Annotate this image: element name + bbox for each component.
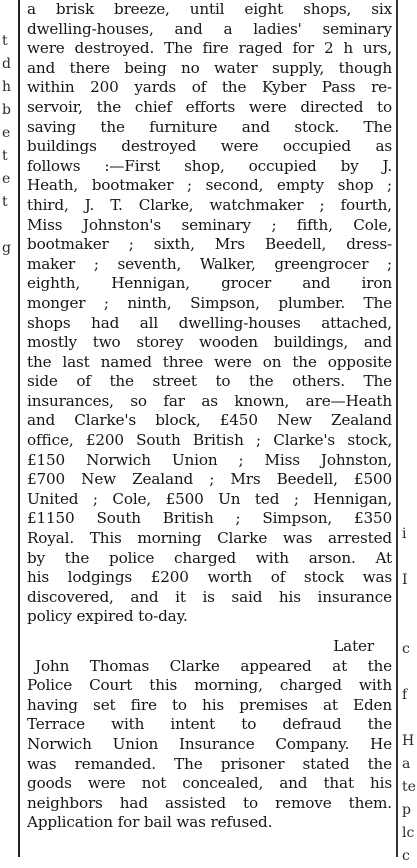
- fragment-glyph: c: [402, 848, 410, 864]
- article-column: [27, 0, 392, 833]
- paragraph-1-line: maker ; seventh, Walker, greengrocer ;: [27, 254, 392, 273]
- paragraph-1-line: office, £200 South British ; Clarke's stock,: [27, 431, 392, 450]
- paragraph-1-line: buildings destroyed were occupied as: [27, 137, 392, 156]
- paragraph-1-line: £150 Norwich Union ; Miss Johnston,: [27, 450, 392, 469]
- later-heading: Later: [333, 637, 374, 655]
- paragraph-2-line: having set fire to his premises at Eden: [27, 695, 392, 714]
- paragraph-1-line: United ; Cole, £500 Un ted ; Hennigan,: [27, 489, 392, 508]
- paragraph-1-line: within 200 yards of the Kyber Pass re-: [27, 78, 392, 97]
- fragment-glyph: H: [402, 733, 415, 749]
- paragraph-1-line: Royal. This morning Clarke was arrested: [27, 529, 392, 548]
- paragraph-1-line: shops had all dwelling-houses attached,: [27, 313, 392, 332]
- fragment-glyph: t: [2, 194, 8, 210]
- paragraph-1-line: monger ; ninth, Simpson, plumber. The: [27, 293, 392, 312]
- fragment-glyph: e: [2, 171, 11, 187]
- paragraph-1-line: discovered, and it is said his insurance: [27, 587, 392, 606]
- paragraph-1-line: dwelling-houses, and a ladies' seminary: [27, 19, 392, 38]
- paragraph-1-line: bootmaker ; sixth, Mrs Beedell, dress-: [27, 235, 392, 254]
- paragraph-1-line: policy expired to-day.: [27, 607, 188, 626]
- paragraph-1-line: and Clarke's block, £450 New Zealand: [27, 411, 392, 430]
- left-column-fragment: [2, 30, 16, 260]
- fragment-glyph: [402, 615, 417, 638]
- fragment-glyph: [402, 707, 417, 730]
- paragraph-1-line: eighth, Hennigan, grocer and iron: [27, 274, 392, 293]
- paragraph-1-line: by the police charged with arson. At: [27, 548, 392, 567]
- right-column-fragment: [402, 500, 417, 868]
- article-paragraph-1: [27, 0, 392, 627]
- paragraph-1-line: his lodgings £200 worth of stock was: [27, 568, 392, 587]
- paragraph-1-line: the last named three were on the opposite: [27, 352, 392, 371]
- fragment-glyph: t: [2, 148, 8, 164]
- fragment-glyph: p: [402, 802, 411, 818]
- fragment-glyph: a: [402, 756, 411, 772]
- paragraph-1-line: and there being no water supply, though: [27, 58, 392, 77]
- paragraph-1-line: Heath, bootmaker ; second, empty shop ;: [27, 176, 392, 195]
- paragraph-1-line: follows :—First shop, occupied by J.: [27, 156, 392, 175]
- fragment-glyph: [402, 661, 417, 684]
- fragment-glyph: [2, 214, 16, 237]
- paragraph-1-line: were destroyed. The fire raged for 2 h urs,: [27, 39, 392, 58]
- paragraph-1-line: mostly two storey wooden buildings, and: [27, 333, 392, 352]
- fragment-glyph: g: [2, 240, 11, 256]
- left-column-rule: [18, 0, 20, 857]
- fragment-glyph: [402, 500, 417, 523]
- paragraph-1-line: £700 New Zealand ; Mrs Beedell, £500: [27, 470, 392, 489]
- paragraph-1-line: a brisk breeze, until eight shops, six: [27, 0, 392, 18]
- fragment-glyph: f: [402, 687, 408, 703]
- paragraph-1-line: £1150 South British ; Simpson, £350: [27, 509, 392, 528]
- fragment-glyph: [402, 546, 417, 569]
- paragraph-1-line: Miss Johnston's seminary ; fifth, Cole,: [27, 215, 392, 234]
- fragment-glyph: e: [2, 125, 11, 141]
- article-paragraph-2: [27, 657, 392, 833]
- fragment-glyph: b: [2, 102, 11, 118]
- paragraph-2-line: Police Court this morning, charged with: [27, 676, 392, 695]
- fragment-glyph: te: [402, 779, 416, 795]
- fragment-glyph: [402, 592, 417, 615]
- fragment-glyph: i: [402, 526, 407, 542]
- fragment-glyph: lc: [402, 825, 415, 841]
- fragment-glyph: d: [2, 56, 11, 72]
- paragraph-2-line: John Thomas Clarke appeared at the: [35, 656, 392, 675]
- right-column-rule: [396, 0, 398, 857]
- paragraph-2-line: goods were not concealed, and that his: [27, 774, 392, 793]
- paragraph-1-line: third, J. T. Clarke, watchmaker ; fourth,: [27, 195, 392, 214]
- paragraph-2-line: Norwich Union Insurance Company. He: [27, 734, 392, 753]
- paragraph-2-line: was remanded. The prisoner stated the: [27, 754, 392, 773]
- fragment-glyph: c: [402, 641, 410, 657]
- paragraph-2-line: neighbors had assisted to remove them.: [27, 793, 392, 812]
- paragraph-1-line: insurances, so far as known, are—Heath: [27, 391, 392, 410]
- paragraph-2-line: Application for bail was refused.: [27, 813, 273, 832]
- fragment-glyph: t: [2, 33, 8, 49]
- paragraph-1-line: saving the furniture and stock. The: [27, 117, 392, 136]
- paragraph-2-line: Terrace with intent to defraud the: [27, 715, 392, 734]
- fragment-glyph: I: [402, 572, 408, 588]
- paragraph-1-line: side of the street to the others. The: [27, 372, 392, 391]
- paragraph-1-line: servoir, the chief efforts were directed to: [27, 97, 392, 116]
- fragment-glyph: h: [2, 79, 12, 95]
